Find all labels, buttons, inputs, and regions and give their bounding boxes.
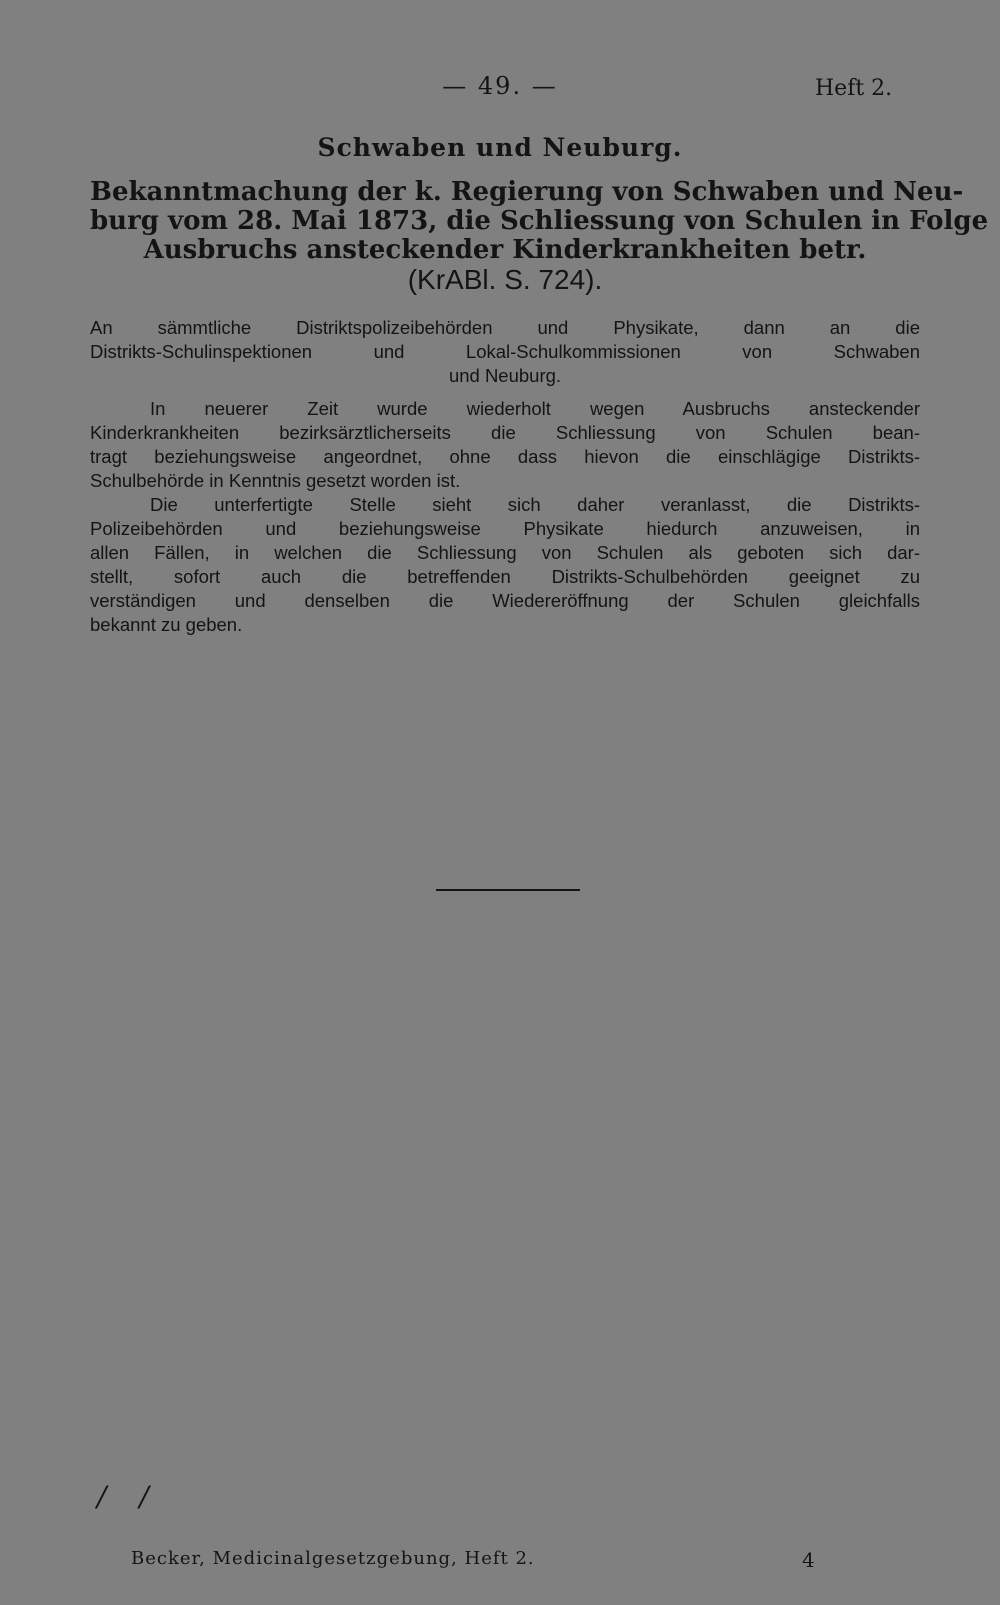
paragraph-line: allen Fällen, in welchen die Schliessung von Schulen als geboten sich dar- — [90, 542, 920, 563]
document-title — [90, 177, 989, 295]
paragraph-line: bekannt zu geben. — [90, 614, 243, 635]
paragraph-line: Polizeibehörden und beziehungsweise Physikate hiedurch anzuweisen, in — [90, 518, 920, 539]
footer-source: Becker, Medicinalgesetzgebung, Heft 2. — [131, 1548, 535, 1569]
title-line: Bekanntmachung der k. Regierung von Schwaben und Neu- — [90, 177, 964, 207]
section-title: Schwaben und Neuburg. — [317, 133, 683, 162]
paragraph-line: Kinderkrankheiten bezirksärztlicherseits die Schliessung von Schulen bean- — [90, 422, 920, 443]
heft-label: Heft 2. — [815, 76, 893, 101]
paragraph-line: verständigen und denselben die Wiedereröffnung der Schulen gleichfalls — [90, 590, 920, 611]
paragraph-line: In neuerer Zeit wurde wiederholt wegen Ausbruchs ansteckender — [150, 398, 920, 419]
paragraph-line: Schulbehörde in Kenntnis gesetzt worden ist. — [90, 470, 461, 491]
paragraph-line: stellt, sofort auch die betreffenden Distrikts-Schulbehörden geeignet zu — [90, 566, 920, 587]
paragraph-line: tragt beziehungsweise angeordnet, ohne dass hievon die einschlägige Distrikts- — [90, 446, 920, 467]
paragraph-line: Die unterfertigte Stelle sieht sich daher veranlasst, die Distrikts- — [150, 494, 920, 515]
title-line: Ausbruchs ansteckender Kinderkrankheiten betr. — [143, 235, 867, 265]
page-marks: / / — [97, 1480, 161, 1513]
section-divider — [436, 889, 580, 891]
addressee — [90, 316, 920, 388]
page-number: — 49. — — [442, 72, 558, 100]
body-text — [90, 397, 920, 637]
title-line: burg vom 28. Mai 1873, die Schliessung von Schulen in Folge — [90, 206, 989, 236]
title-reference: (KrABl. S. 724). — [407, 264, 603, 295]
footer-signature: 4 — [802, 1548, 815, 1572]
addressee-line: An sämmtliche Distriktspolizeibehörden und Physikate, dann an die — [90, 317, 920, 338]
addressee-line: Distrikts-Schulinspektionen und Lokal-Schulkommissionen von Schwaben — [90, 341, 920, 362]
addressee-line: und Neuburg. — [448, 365, 562, 386]
